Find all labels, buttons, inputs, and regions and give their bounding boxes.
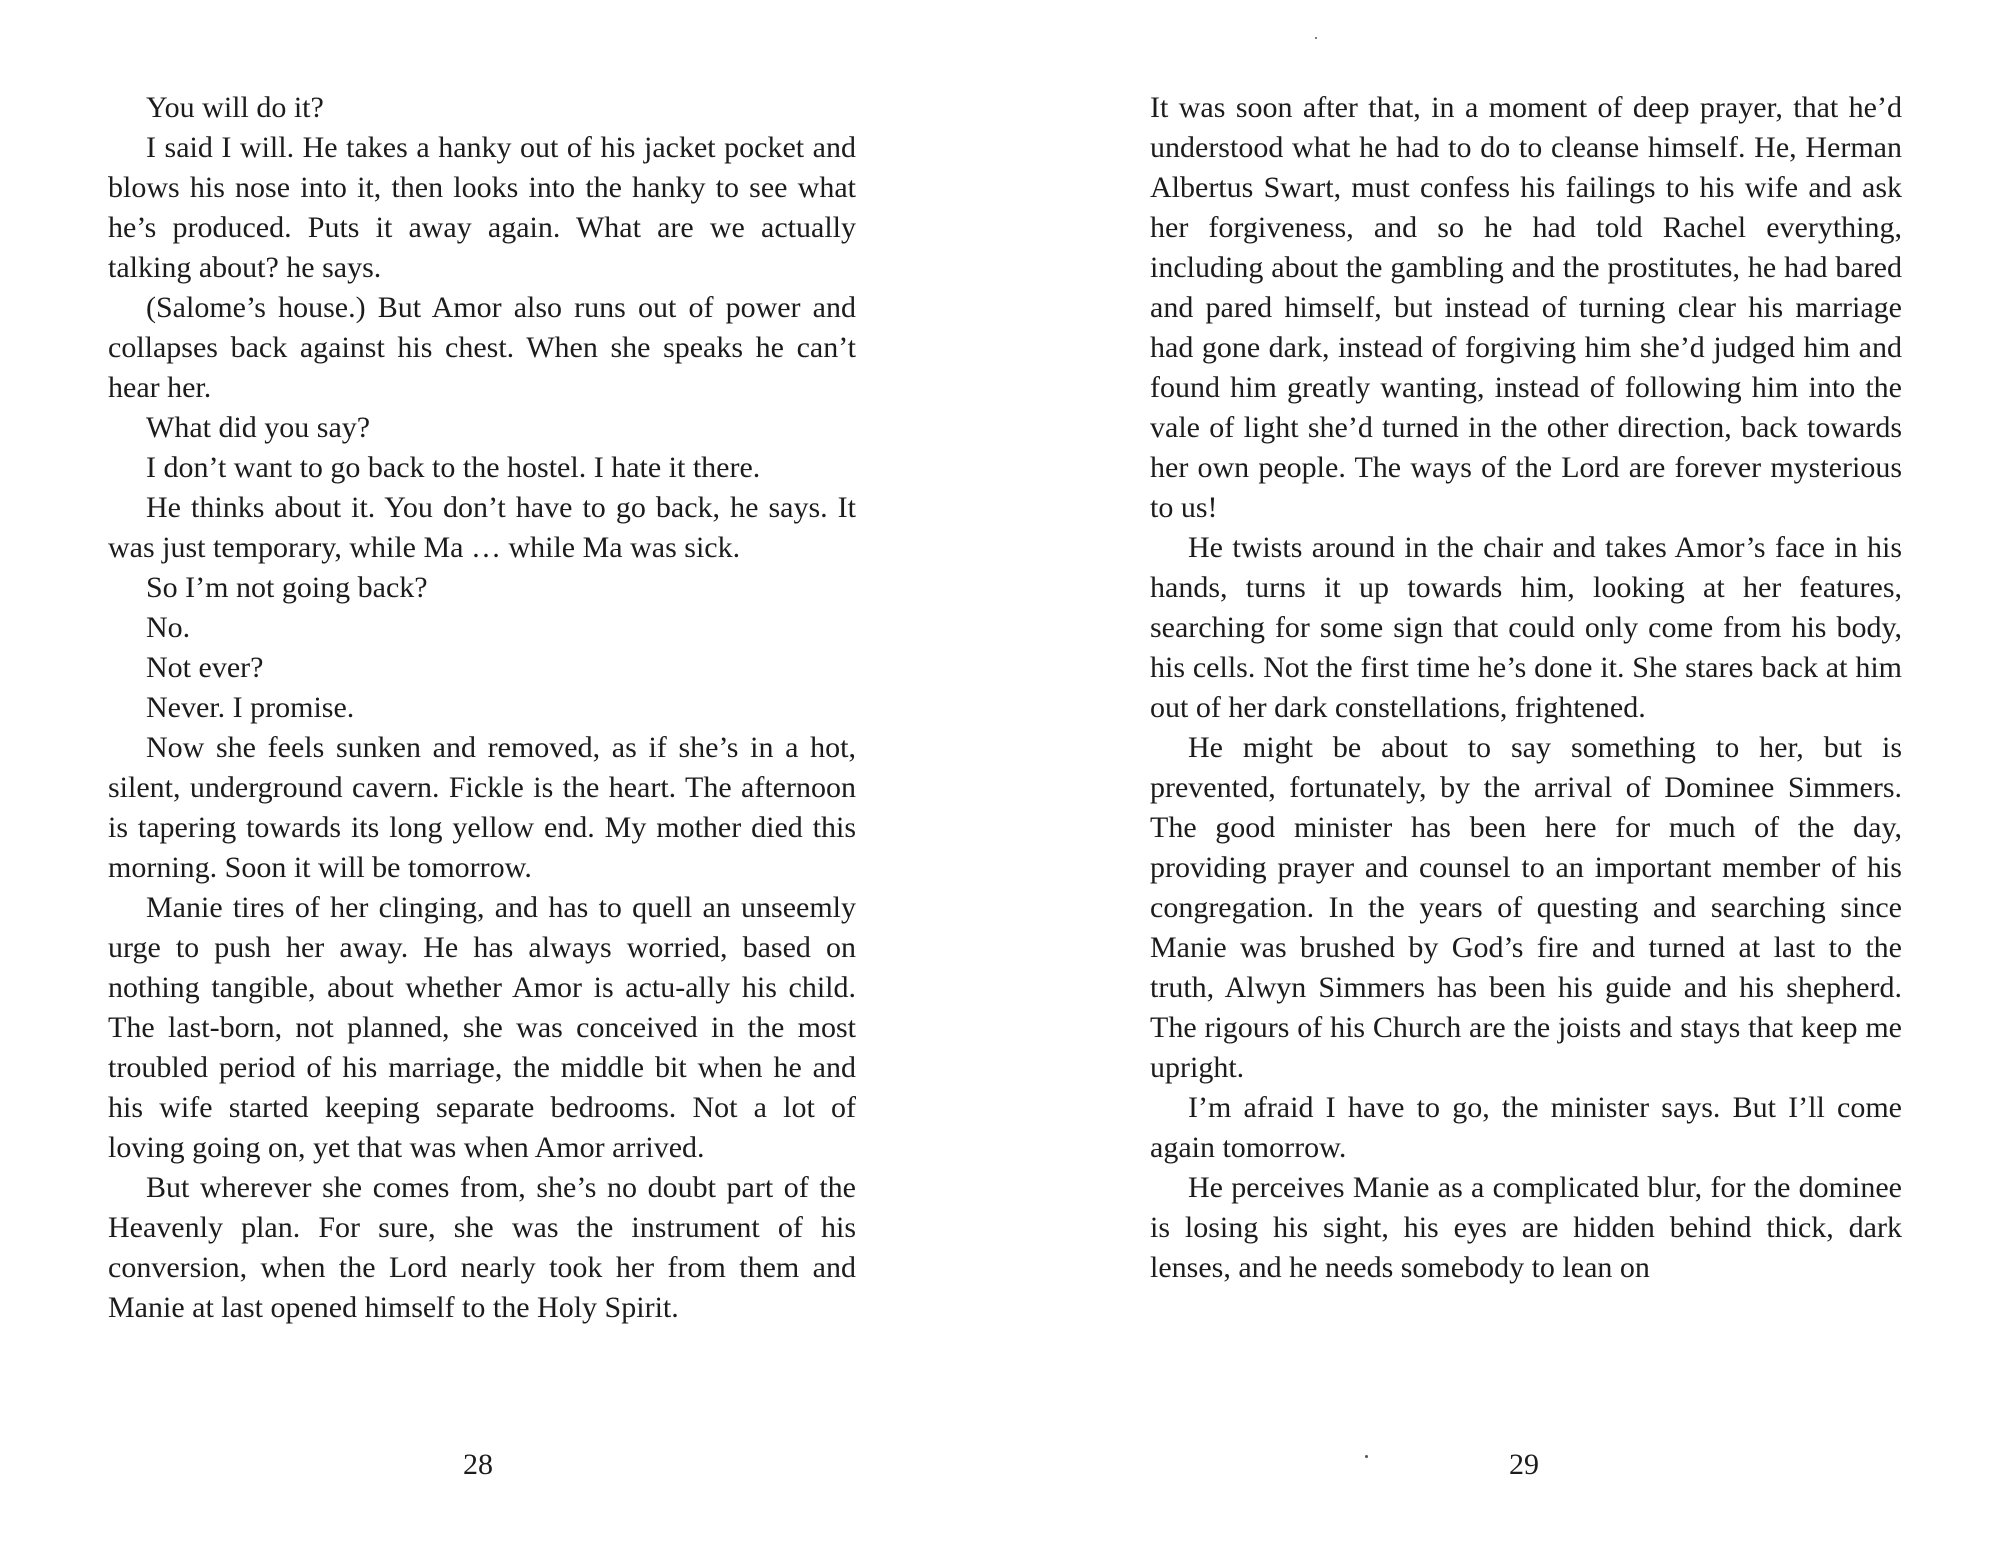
- paragraph: He might be about to say something to her, but is prevented, fortunately, by the arrival of Dominee Simmers. The good minister has been here for much of the day, providing prayer and counsel to an important member of his congregation. In the years of questing and searching since Manie was brushed by God’s fire and turned at last to the truth, Alwyn Simmers has been his guide and his shepherd. The rigours of his Church are the joists and stays that keep me upright.: [1150, 731, 1902, 1084]
- paragraph: Manie tires of her clinging, and has to quell an unseemly urge to push her away. He has always worried, based on nothing tangible, about whether Amor is actu-ally his child. The last-born, not planned, she was conceived in the most troubled period of his marriage, the middle bit when he and his wife started keeping separate bedrooms. Not a lot of loving going on, yet that was when Amor arrived.: [108, 891, 856, 1164]
- paragraph: No.: [146, 611, 191, 644]
- scan-speck: [1315, 37, 1317, 39]
- paragraph: But wherever she comes from, she’s no doubt part of the Heavenly plan. For sure, she was the instrument of his conversion, when the Lord nearly took her from them and Manie at last opened himself to the Holy Spirit.: [108, 1171, 856, 1324]
- paragraph: So I’m not going back?: [146, 571, 428, 604]
- paragraph: He thinks about it. You don’t have to go back, he says. It was just temporary, while Ma … while Ma was sick.: [108, 491, 856, 564]
- left-page-text: [108, 88, 856, 1328]
- page-number-left: 28: [463, 1448, 493, 1481]
- paragraph: (Salome’s house.) But Amor also runs out of power and collapses back against his chest. When she speaks he can’t hear her.: [108, 291, 856, 404]
- paragraph: I’m afraid I have to go, the minister says. But I’ll come again tomorrow.: [1150, 1091, 1902, 1164]
- right-page-text: [1150, 88, 1902, 1288]
- paragraph: I don’t want to go back to the hostel. I hate it there.: [146, 451, 761, 484]
- paragraph: You will do it?: [146, 91, 324, 124]
- paragraph: Now she feels sunken and removed, as if she’s in a hot, silent, underground cavern. Fickle is the heart. The afternoon is tapering towards its long yellow end. My mother died this morning. Soon it will be tomorrow.: [108, 731, 856, 884]
- page-number-right: 29: [1509, 1448, 1539, 1481]
- scan-speck: [1365, 1455, 1368, 1458]
- left-page: [108, 88, 856, 1328]
- right-page: [1150, 88, 1902, 1288]
- paragraph: It was soon after that, in a moment of deep prayer, that he’d understood what he had to do to cleanse himself. He, Herman Albertus Swart, must confess his failings to his wife and ask her forgiveness, and so he had told Rachel everything, including about the gambling and the prostitutes, he had bared and pared himself, but instead of turning clear his marriage had gone dark, instead of forgiving him she’d judged him and found him greatly wanting, instead of following him into the vale of light she’d turned in the other direction, back towards her own people. The ways of the Lord are forever mysterious to us!: [1150, 91, 1902, 524]
- paragraph: I said I will. He takes a hanky out of his jacket pocket and blows his nose into it, then looks into the hanky to see what he’s produced. Puts it away again. What are we actually talking about? he says.: [108, 131, 856, 284]
- paragraph: Never. I promise.: [146, 691, 355, 724]
- paragraph: What did you say?: [146, 411, 371, 444]
- paragraph: He twists around in the chair and takes Amor’s face in his hands, turns it up towards him, looking at her features, searching for some sign that could only come from his body, his cells. Not the first time he’s done it. She stares back at him out of her dark constellations, frightened.: [1150, 531, 1902, 724]
- paragraph: He perceives Manie as a complicated blur, for the dominee is losing his sight, his eyes are hidden behind thick, dark lenses, and he needs somebody to lean on: [1150, 1171, 1902, 1284]
- paragraph: Not ever?: [146, 651, 264, 684]
